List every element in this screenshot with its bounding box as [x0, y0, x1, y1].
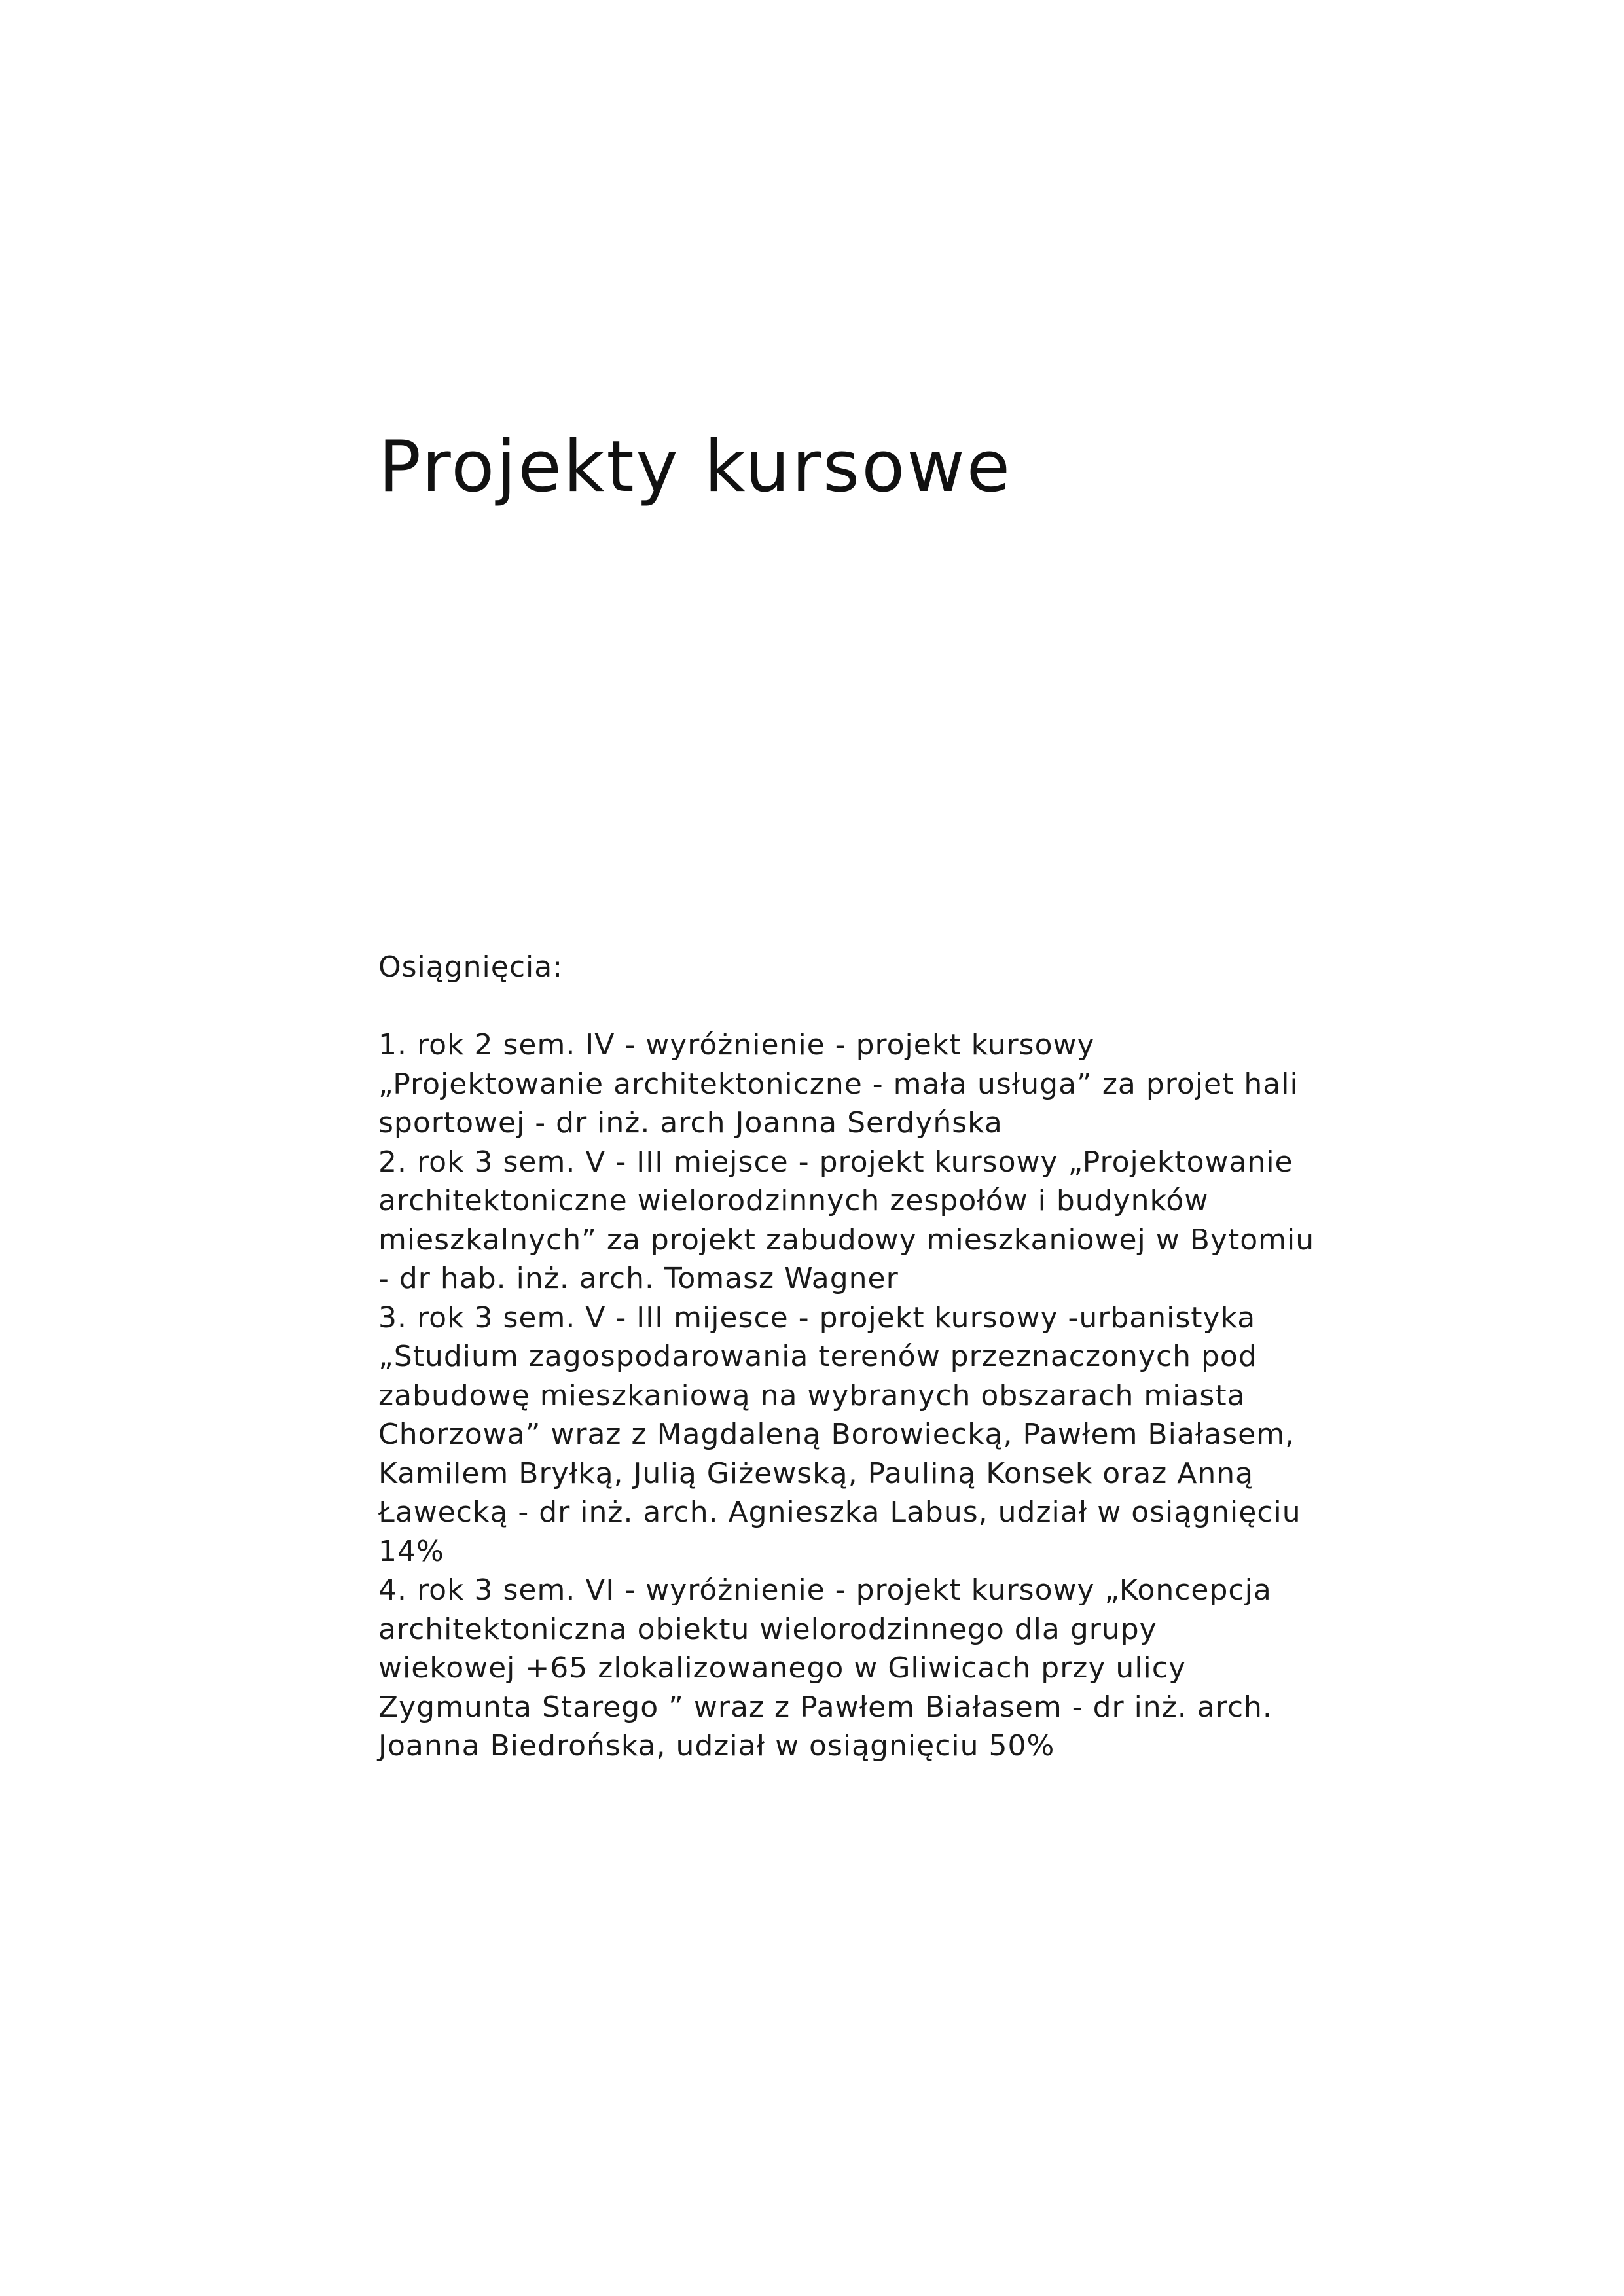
- achievement-line: Joanna Biedrońska, udział w osiągnięciu 50%: [378, 1729, 1055, 1763]
- achievement-line: mieszkalnych” za projekt zabudowy mieszkaniowej w Bytomiu: [378, 1223, 1315, 1257]
- achievement-item: [378, 1299, 1347, 1571]
- achievement-line: 2. rok 3 sem. V - III miejsce - projekt kursowy „Projektowanie: [378, 1145, 1293, 1179]
- achievement-line: architektoniczne wielorodzinnych zespołów i budynków: [378, 1184, 1209, 1217]
- achievement-line: Zygmunta Starego ” wraz z Pawłem Białasem - dr inż. arch.: [378, 1690, 1272, 1724]
- achievement-line: 3. rok 3 sem. V - III mijesce - projekt kursowy -urbanistyka: [378, 1300, 1256, 1335]
- page-title: Projekty kursowe: [378, 426, 1013, 508]
- achievement-line: zabudowę mieszkaniową na wybranych obszarach miasta: [378, 1378, 1246, 1412]
- achievement-item: [378, 1571, 1347, 1766]
- achievement-item: [378, 1143, 1347, 1299]
- achievements-heading: Osiągnięcia:: [378, 950, 564, 984]
- achievement-line: Kamilem Bryłką, Julią Giżewską, Pauliną Konsek oraz Anną: [378, 1456, 1254, 1490]
- achievement-line: architektoniczna obiektu wielorodzinnego dla grupy: [378, 1612, 1157, 1646]
- achievement-line: Ławecką - dr inż. arch. Agnieszka Labus, udział w osiągnięciu: [378, 1496, 1301, 1529]
- achievement-item: [378, 1026, 1347, 1143]
- achievements-section: [378, 948, 1347, 1766]
- achievement-line: 14%: [378, 1534, 444, 1568]
- achievements-list: [378, 1026, 1347, 1766]
- achievement-line: „Studium zagospodarowania terenów przeznaczonych pod: [378, 1340, 1257, 1373]
- achievement-line: sportowej - dr inż. arch Joanna Serdyńska: [378, 1106, 1003, 1139]
- paragraph-spacer: [378, 987, 1347, 1026]
- achievement-line: „Projektowanie architektoniczne - mała usługa” za projet hali: [378, 1067, 1299, 1101]
- achievement-line: wiekowej +65 zlokalizowanego w Gliwicach przy ulicy: [378, 1651, 1186, 1685]
- achievement-line: Chorzowa” wraz z Magdaleną Borowiecką, Pawłem Białasem,: [378, 1418, 1295, 1451]
- achievement-line: - dr hab. inż. arch. Tomasz Wagner: [378, 1262, 899, 1295]
- achievement-line: 4. rok 3 sem. VI - wyróżnienie - projekt kursowy „Koncepcja: [378, 1573, 1272, 1607]
- achievement-line: 1. rok 2 sem. IV - wyróżnienie - projekt kursowy: [378, 1028, 1095, 1062]
